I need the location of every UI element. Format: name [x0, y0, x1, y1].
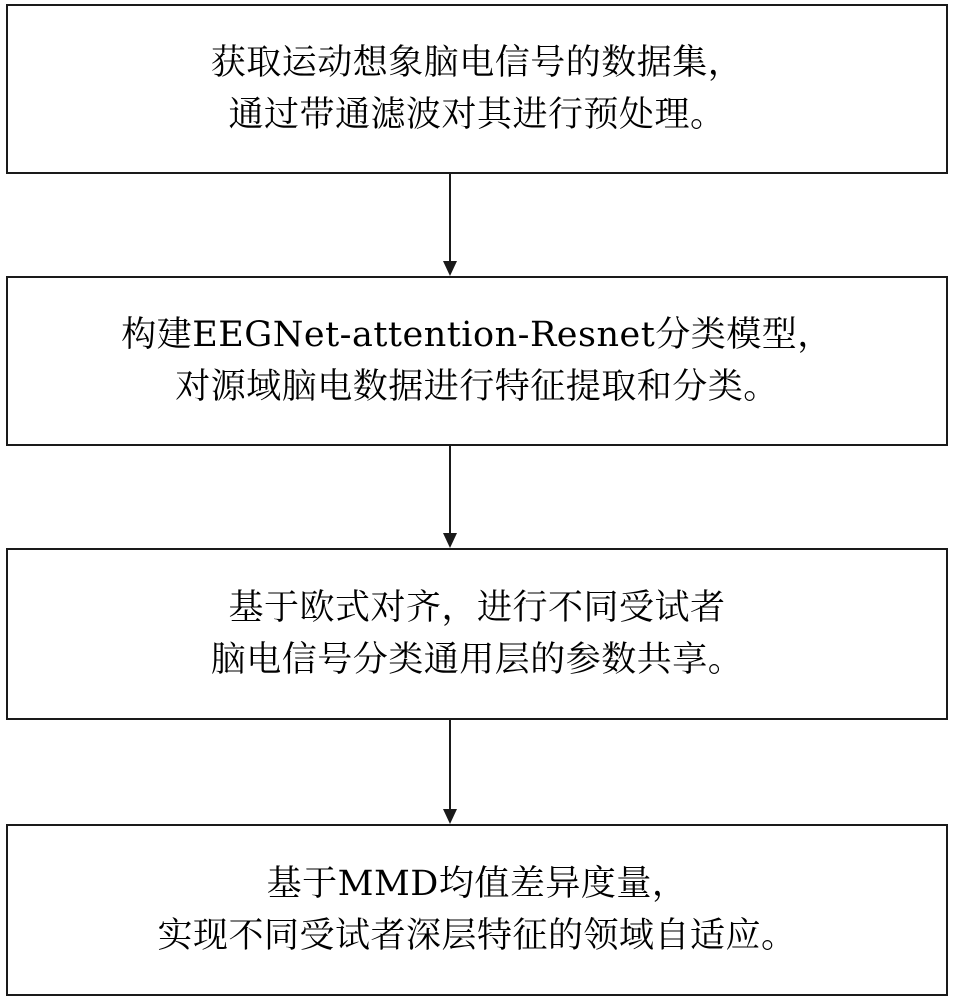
step-4-line-1: 基于MMD均值差异度量， [266, 864, 688, 904]
step-1-box [6, 4, 948, 174]
arrow-3-to-4 [443, 720, 457, 824]
step-3-line-2: 脑电信号分类通用层的参数共享。 [210, 640, 744, 680]
step-2-line-2: 对源域脑电数据进行特征提取和分类。 [175, 367, 779, 407]
step-2-line-1: 构建EEGNet-attention-Resnet分类模型， [121, 315, 833, 355]
step-3-line-1: 基于欧式对齐，进行不同受试者 [228, 588, 726, 628]
arrow-2-to-3 [443, 446, 457, 548]
step-2-box [6, 276, 948, 446]
step-4-line-2: 实现不同受试者深层特征的领域自适应。 [157, 916, 797, 956]
step-4-box [6, 824, 948, 996]
step-3-box [6, 548, 948, 720]
arrow-1-to-2 [443, 174, 457, 276]
step-1-line-2: 通过带通滤波对其进行预处理。 [228, 95, 726, 135]
step-1-line-1: 获取运动想象脑电信号的数据集， [210, 43, 744, 83]
